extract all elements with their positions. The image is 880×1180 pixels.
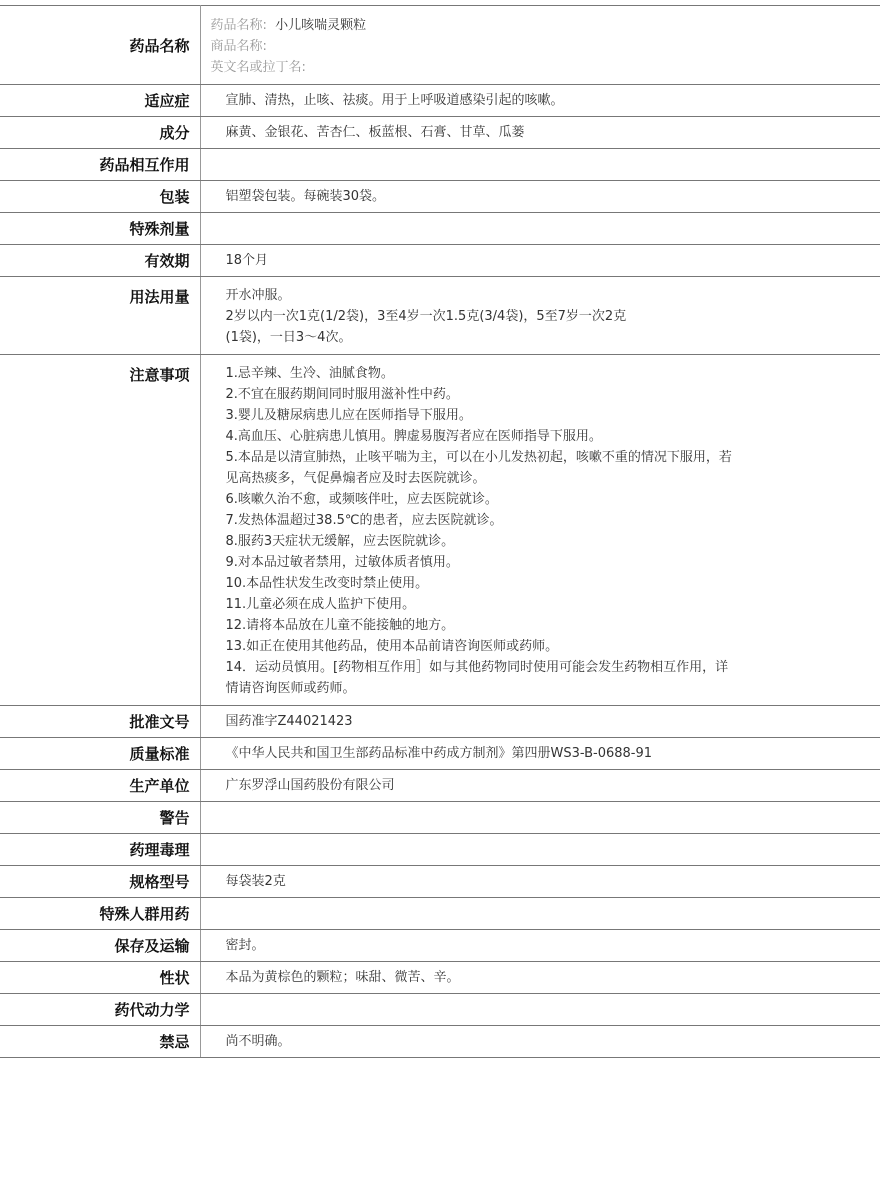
- precaution-line: 1.忌辛辣、生冷、油腻食物。: [225, 366, 394, 381]
- drug-name-label: 药品名称:: [210, 18, 267, 33]
- precaution-line: 3.婴儿及糖尿病患儿应在医师指导下服用。: [225, 408, 472, 423]
- row-validity: [0, 245, 880, 277]
- row-special-population: [0, 898, 880, 930]
- value-spec: 每袋装2克: [200, 866, 880, 898]
- precaution-line: 情请咨询医师或药师。: [225, 681, 356, 696]
- row-manufacturer: [0, 770, 880, 802]
- row-special-dose: [0, 213, 880, 245]
- english-name-label: 英文名或拉丁名:: [210, 60, 306, 75]
- row-contraindication: [0, 1026, 880, 1058]
- row-character: [0, 962, 880, 994]
- value-special-population: [200, 898, 880, 930]
- row-precautions: [0, 355, 880, 706]
- label-pharmacokinetics: 药代动力学: [0, 994, 200, 1026]
- label-approval: 批准文号: [0, 706, 200, 738]
- label-usage: 用法用量: [0, 277, 200, 355]
- value-toxicology: [200, 834, 880, 866]
- precaution-line: 7.发热体温超过38.5℃的患者，应去医院就诊。: [225, 513, 503, 528]
- label-special-dose: 特殊剂量: [0, 213, 200, 245]
- precaution-line: 9.对本品过敏者禁用，过敏体质者慎用。: [225, 555, 459, 570]
- value-indication: 宣肺、清热，止咳、祛痰。用于上呼吸道感染引起的咳嗽。: [200, 85, 880, 117]
- value-special-dose: [200, 213, 880, 245]
- precaution-line: 11.儿童必须在成人监护下使用。: [225, 597, 416, 612]
- label-ingredients: 成分: [0, 117, 200, 149]
- label-precautions: 注意事项: [0, 355, 200, 706]
- precaution-line: 4.高血压、心脏病患儿慎用。脾虚易腹泻者应在医师指导下服用。: [225, 429, 602, 444]
- label-character: 性状: [0, 962, 200, 994]
- precaution-line: 12.请将本品放在儿童不能接触的地方。: [225, 618, 455, 633]
- label-contraindication: 禁忌: [0, 1026, 200, 1058]
- label-package: 包装: [0, 181, 200, 213]
- drug-name-value: 小儿咳喘灵颗粒: [275, 18, 367, 33]
- row-drug-name: [0, 6, 880, 85]
- value-manufacturer: 广东罗浮山国药股份有限公司: [200, 770, 880, 802]
- value-contraindication: 尚不明确。: [200, 1026, 880, 1058]
- value-pharmacokinetics: [200, 994, 880, 1026]
- value-precautions: [200, 355, 880, 706]
- precaution-line: 14．运动员慎用。[药物相互作用］如与其他药物同时使用可能会发生药物相互作用，详: [225, 660, 729, 675]
- usage-line: 2岁以内一次1克(1/2袋)，3至4岁一次1.5克(3/4袋)，5至7岁一次2克: [225, 309, 627, 324]
- precaution-line: 2.不宜在服药期间同时服用滋补性中药。: [225, 387, 459, 402]
- label-drug-name: 药品名称: [0, 6, 200, 85]
- trade-name-label: 商品名称:: [210, 39, 267, 54]
- usage-line: (1袋)，一日3～4次。: [225, 330, 352, 345]
- row-package: [0, 181, 880, 213]
- label-spec: 规格型号: [0, 866, 200, 898]
- row-usage: [0, 277, 880, 355]
- usage-line: 开水冲服。: [225, 288, 291, 303]
- label-interaction: 药品相互作用: [0, 149, 200, 181]
- precaution-line: 6.咳嗽久治不愈，或频咳伴吐，应去医院就诊。: [225, 492, 498, 507]
- row-standard: [0, 738, 880, 770]
- value-warning: [200, 802, 880, 834]
- value-approval: 国药准字Z44021423: [200, 706, 880, 738]
- value-interaction: [200, 149, 880, 181]
- label-standard: 质量标准: [0, 738, 200, 770]
- row-warning: [0, 802, 880, 834]
- value-character: 本品为黄棕色的颗粒；味甜、微苦、辛。: [200, 962, 880, 994]
- precaution-line: 5.本品是以清宣肺热，止咳平喘为主，可以在小儿发热初起，咳嗽不重的情况下服用，若: [225, 450, 732, 465]
- label-special-population: 特殊人群用药: [0, 898, 200, 930]
- value-validity: 18个月: [200, 245, 880, 277]
- label-manufacturer: 生产单位: [0, 770, 200, 802]
- drug-info-sheet: [0, 5, 880, 1058]
- row-ingredients: [0, 117, 880, 149]
- drug-name-cell: [200, 6, 880, 85]
- value-standard: 《中华人民共和国卫生部药品标准中药成方制剂》第四册WS3-B-0688-91: [200, 738, 880, 770]
- value-storage: 密封。: [200, 930, 880, 962]
- label-storage: 保存及运输: [0, 930, 200, 962]
- drug-info-table: [0, 5, 880, 1058]
- value-usage: [200, 277, 880, 355]
- row-spec: [0, 866, 880, 898]
- row-pharmacokinetics: [0, 994, 880, 1026]
- label-indication: 适应症: [0, 85, 200, 117]
- row-indication: [0, 85, 880, 117]
- precaution-line: 8.服药3天症状无缓解，应去医院就诊。: [225, 534, 455, 549]
- precaution-line: 见高热痰多，气促鼻煽者应及时去医院就诊。: [225, 471, 486, 486]
- precaution-line: 10.本品性状发生改变时禁止使用。: [225, 576, 429, 591]
- label-validity: 有效期: [0, 245, 200, 277]
- row-interaction: [0, 149, 880, 181]
- row-approval: [0, 706, 880, 738]
- row-toxicology: [0, 834, 880, 866]
- label-toxicology: 药理毒理: [0, 834, 200, 866]
- value-package: 铝塑袋包装。每碗装30袋。: [200, 181, 880, 213]
- value-ingredients: 麻黄、金银花、苦杏仁、板蓝根、石膏、甘草、瓜蒌: [200, 117, 880, 149]
- precaution-line: 13.如正在使用其他药品，使用本品前请咨询医师或药师。: [225, 639, 559, 654]
- label-warning: 警告: [0, 802, 200, 834]
- row-storage: [0, 930, 880, 962]
